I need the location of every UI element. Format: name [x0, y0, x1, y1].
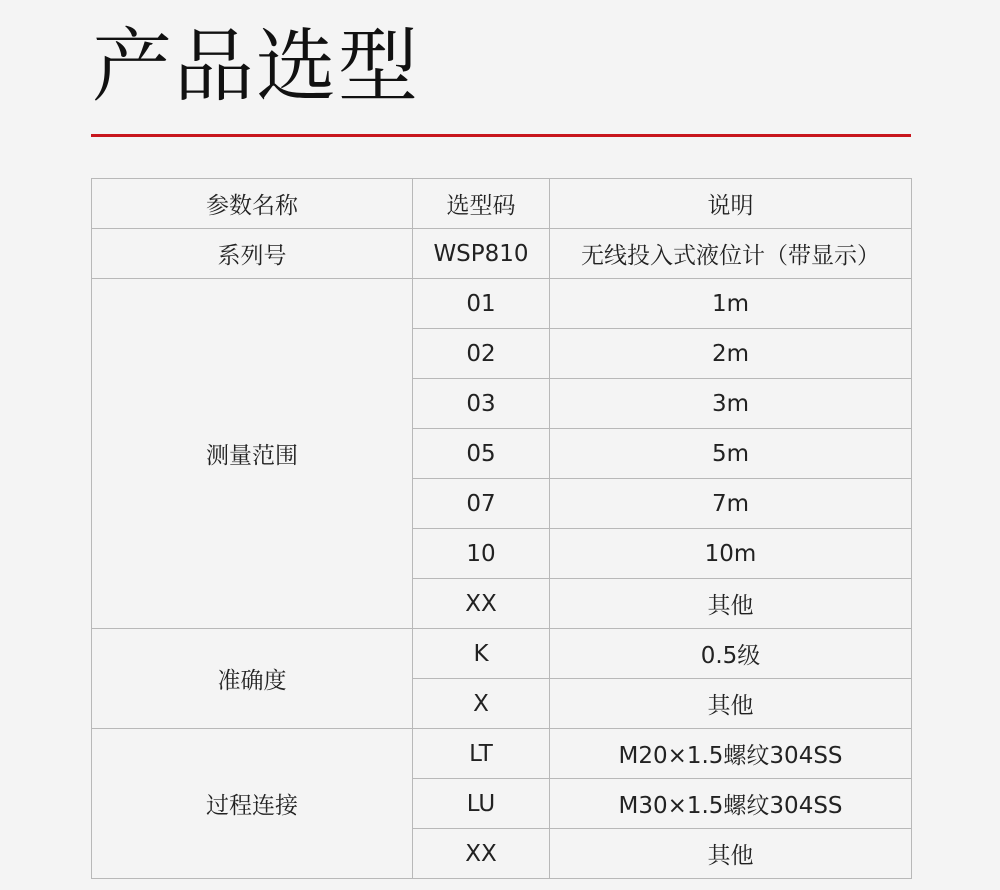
description-cell: 2m	[550, 329, 912, 379]
selection-table	[91, 178, 912, 879]
description-cell: 5m	[550, 429, 912, 479]
table-row	[92, 279, 912, 329]
table-row	[92, 229, 912, 279]
code-cell: 03	[413, 379, 550, 429]
code-cell: WSP810	[413, 229, 550, 279]
code-cell: 10	[413, 529, 550, 579]
header-description: 说明	[550, 179, 912, 229]
param-name-cell: 测量范围	[92, 279, 413, 629]
description-cell: 其他	[550, 679, 912, 729]
table-row	[92, 729, 912, 779]
description-cell: M20×1.5螺纹304SS	[550, 729, 912, 779]
description-cell: M30×1.5螺纹304SS	[550, 779, 912, 829]
code-cell: LU	[413, 779, 550, 829]
page-title: 产品选型	[92, 20, 420, 113]
code-cell: 02	[413, 329, 550, 379]
param-name-cell: 过程连接	[92, 729, 413, 879]
header-row	[92, 179, 912, 229]
description-cell: 0.5级	[550, 629, 912, 679]
description-cell: 无线投入式液位计（带显示）	[550, 229, 912, 279]
title-divider	[91, 134, 911, 137]
description-cell: 3m	[550, 379, 912, 429]
description-cell: 其他	[550, 829, 912, 879]
param-name-cell: 系列号	[92, 229, 413, 279]
param-name-cell: 准确度	[92, 629, 413, 729]
code-cell: 07	[413, 479, 550, 529]
code-cell: X	[413, 679, 550, 729]
code-cell: 05	[413, 429, 550, 479]
code-cell: XX	[413, 829, 550, 879]
table-row	[92, 629, 912, 679]
table-body	[92, 229, 912, 879]
code-cell: 01	[413, 279, 550, 329]
description-cell: 其他	[550, 579, 912, 629]
header-param-name: 参数名称	[92, 179, 413, 229]
code-cell: LT	[413, 729, 550, 779]
description-cell: 7m	[550, 479, 912, 529]
header-code: 选型码	[413, 179, 550, 229]
code-cell: K	[413, 629, 550, 679]
description-cell: 10m	[550, 529, 912, 579]
code-cell: XX	[413, 579, 550, 629]
table-header	[92, 179, 912, 229]
description-cell: 1m	[550, 279, 912, 329]
